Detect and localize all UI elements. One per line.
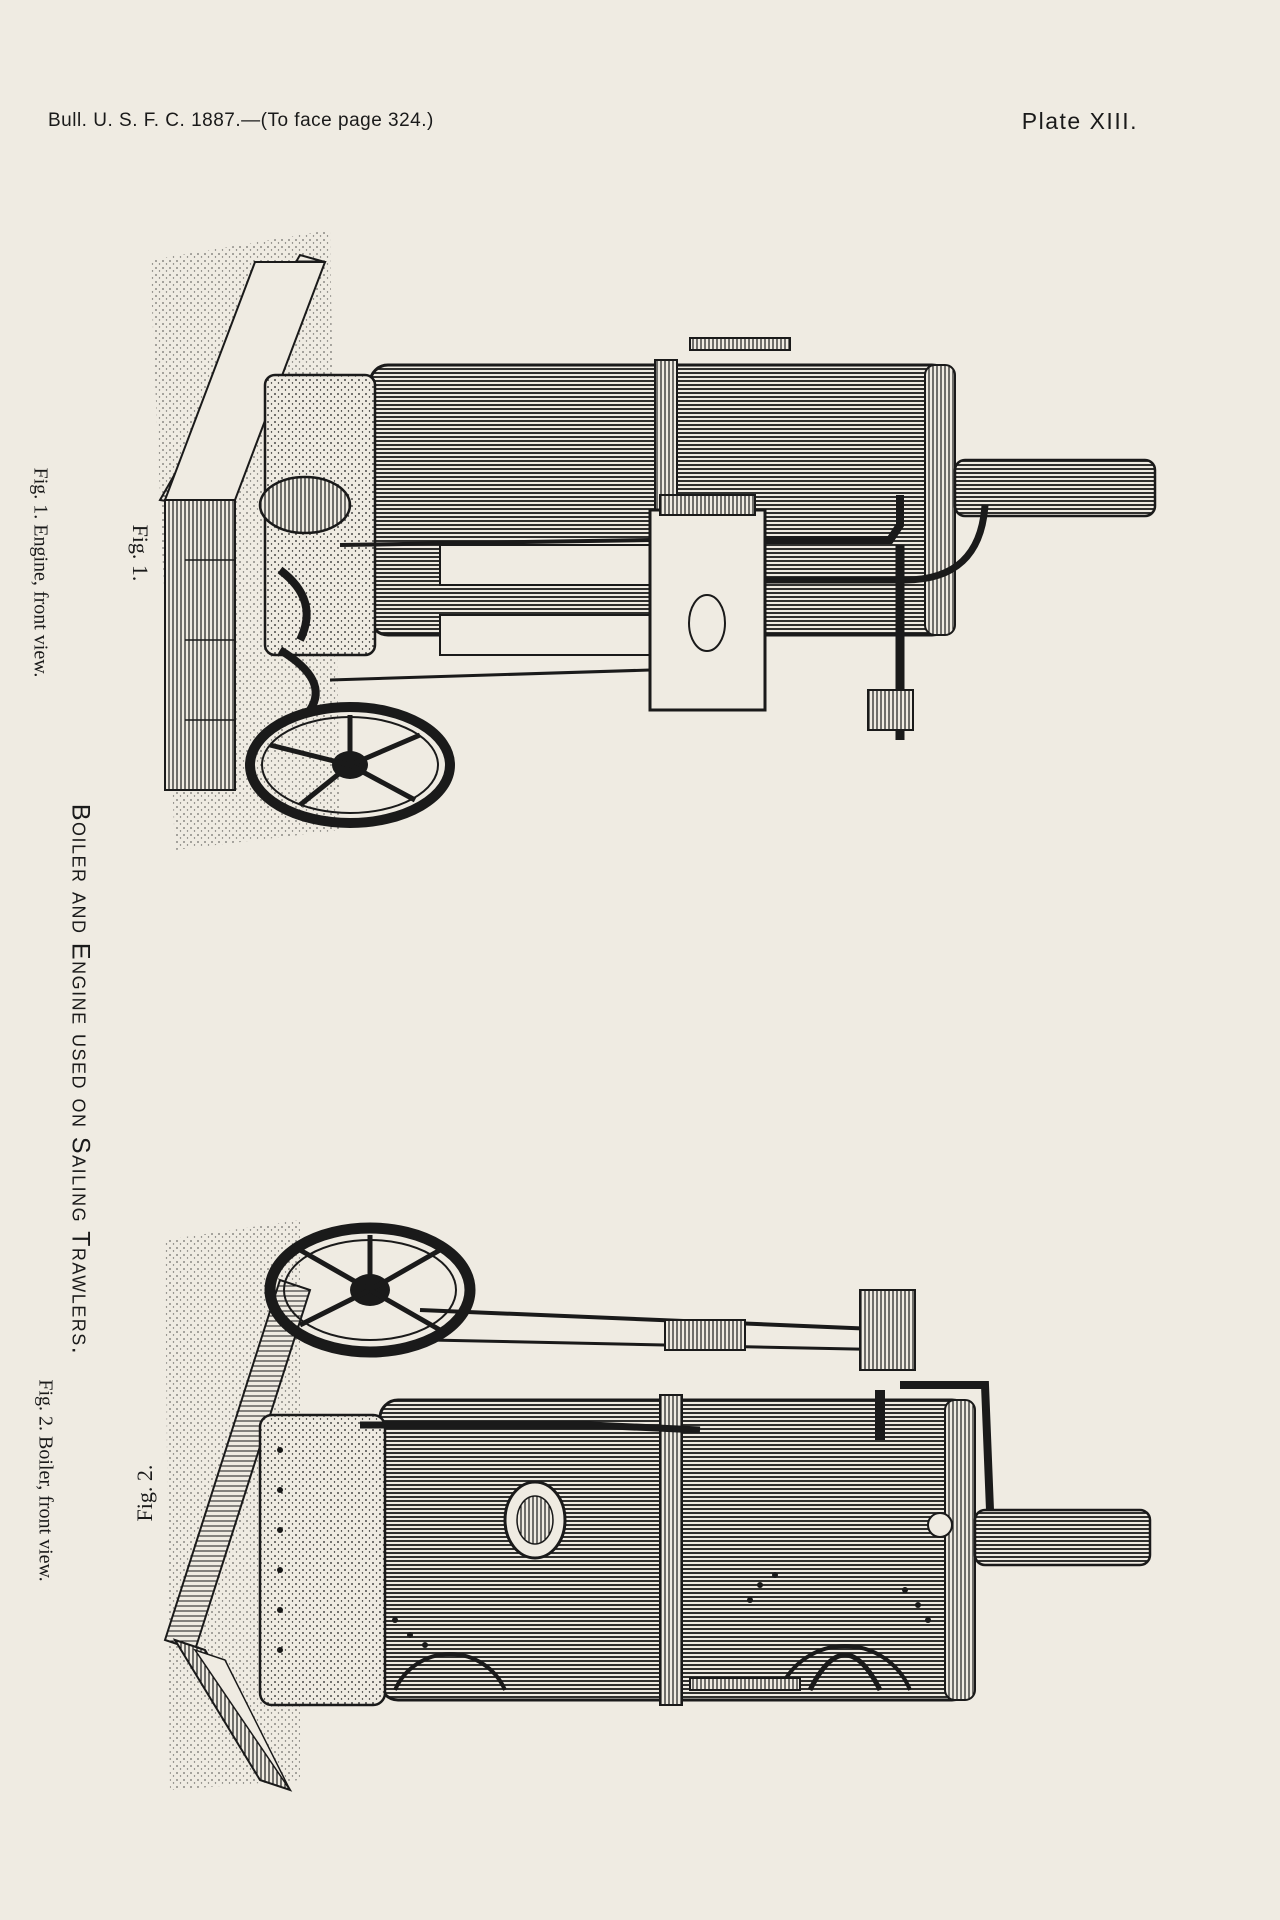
boiler-engraving <box>165 1220 1150 1790</box>
header-citation: Bull. U. S. F. C. 1887.—(To face page 324.) <box>48 110 434 131</box>
figure-label-1: Fig. 1. <box>128 524 153 582</box>
plate-title: Boiler and Engine used on Sailing Trawlers. <box>66 803 95 1356</box>
caption-fig1: Fig. 1. Engine, front view. <box>29 467 52 678</box>
engine-engraving <box>150 230 1155 850</box>
figure-label-2: Fig. 2. <box>132 1464 157 1522</box>
plate-number: Plate XIII. <box>1021 108 1138 134</box>
caption-fig2: Fig. 2. Boiler, front view. <box>34 1379 57 1582</box>
